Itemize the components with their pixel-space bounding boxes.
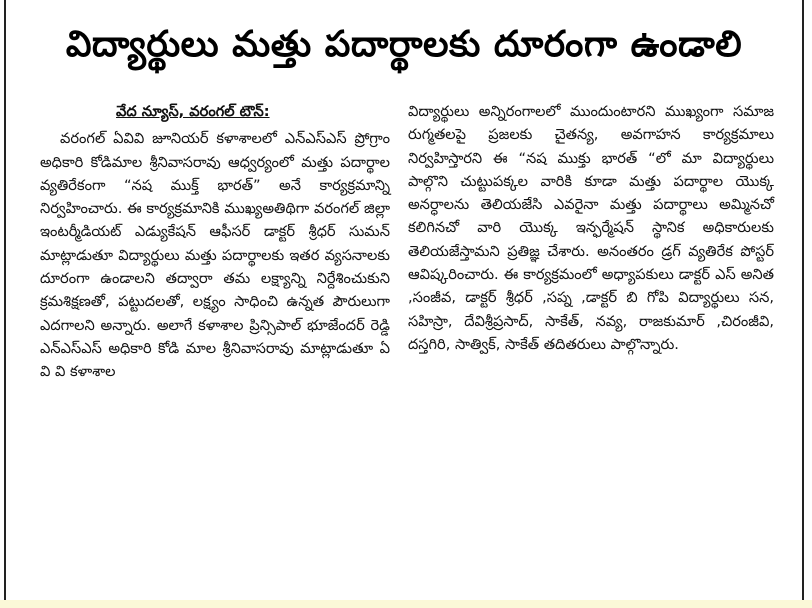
footer-strip [0,600,812,608]
right-column-text: విద్యార్థులు అన్నిరంగాలలో ముందుంటారని ముఖ్యంగా సమాజ రుగ్మతలపై ప్రజలకు చైతన్య, అవగాహన కార్యక్రమాలు నిర్వహిస్తారని ఈ “నష ముక్తు భారత్ “లో మా విద్యార్థులు పాల్గొని చుట్టుపక్కల వారికి కూడా మత్తు పదార్థాల యొక్క అనర్ధాలను తెలియజేసి ఎవరైనా మత్తు పదార్థాలు అమ్మినచో కలిగినచో వారి యొక్క ఇన్ఫర్మేషన్ స్థానిక అధికారులకు తెలియజేస్తామని ప్రతిజ్ఞ చేశారు. అనంతరం డ్రగ్ వ్యతిరేక పోస్టర్ ఆవిష్కరించారు. ఈ కార్యక్రమంలో అధ్యాపకులు డాక్టర్ ఎస్ అనిత ,సంజీవ, డాక్టర్ శ్రీధర్ ,సప్న ,డాక్టర్ బి గోపి విద్యార్థులు సన, సహిస్రా, దేవిశ్రీప్రసాద్, సాకేత్, నవ్య, రాజకుమార్ ,చిరంజీవి, దస్తగిరి, సాత్విక్, సాకేత్ తదితరులు పాల్గొన్నారు. [408,103,774,353]
article-byline: వేద న్యూస్, వరంగల్ టౌన్: [116,103,270,120]
left-column [40,100,390,384]
right-column [408,100,774,356]
news-clipping [4,0,804,600]
left-column-text: వరంగల్ ఏవివి జూనియర్ కళాశాలలో ఎన్ఎస్ఎస్ ప్రోగ్రాం అధికారి కోడిమాల శ్రీనివాసరావు ఆధ్వర్యంలో మత్తు పదార్థాల వ్యతిరేకంగా “నష ముక్త్ భారత్” అనే కార్యక్రమాన్ని నిర్వహించారు. ఈ కార్యక్రమానికి ముఖ్యఅతిథిగా వరంగల్ జిల్లా ఇంటర్మీడియట్ ఎడ్యుకేషన్ ఆఫీసర్ డాక్టర్ శ్రీధర్ సుమన్ మాట్లాడుతూ విద్యార్థులు మత్తు పదార్థాలకు ఇతర వ్యసనాలకు దూరంగా ఉండాలని తద్వారా తమ లక్ష్యాన్ని నిర్దేశించుకుని క్రమశిక్షణతో, పట్టుదలతో, లక్ష్యం సాధించి ఉన్నత పౌరులుగా ఎదగాలని అన్నారు. అలాగే కళాశాల ప్రిన్సిపాల్ భూజేందర్ రెడ్డి ఎన్ఎస్ఎస్ అధికారి కోడి మాల శ్రీనివాసరావు మాట్లాడుతూ ఏ వి వి కళాశాల [40,130,390,381]
article-headline: విద్యార్థులు మత్తు పదార్థాలకు దూరంగా ఉండాలి [65,24,743,65]
